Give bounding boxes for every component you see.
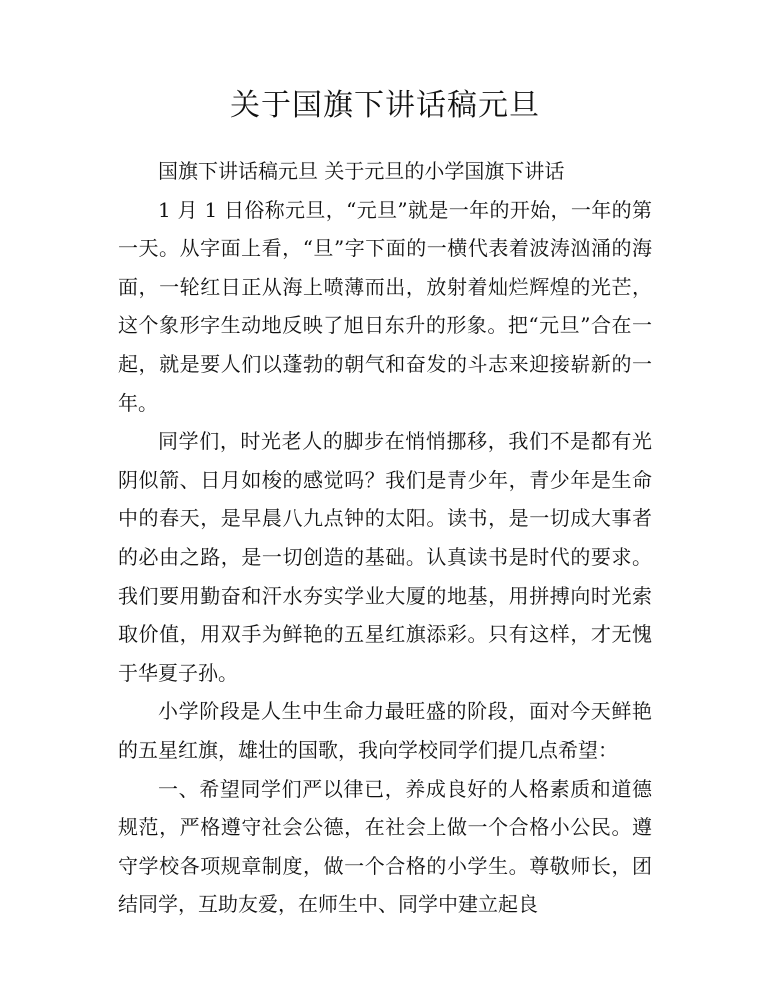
paragraph-hopes-intro: 小学阶段是人生中生命力最旺盛的阶段，面对今天鲜艳的五星红旗，雄壮的国歌，我向学校同学们提几点希望： [118, 699, 652, 762]
paragraph-time-and-study: 同学们，时光老人的脚步在悄悄挪移，我们不是都有光阴似箭、日月如梭的感觉吗？我们是青少年，青少年是生命中的春天，是早晨八九点钟的太阳。读书，是一切成大事者的必由之路，是一切创造的基础。认真读书是时代的要求。我们要用勤奋和汗水夯实学业大厦的地基，用拼搏向时光索取价值，用双手为鲜艳的五星红旗添彩。只有这样，才无愧于华夏子孙。 [118, 429, 652, 685]
document-body [118, 152, 652, 924]
page-title: 关于国旗下讲话稿元旦 [230, 88, 540, 123]
paragraph-subtitle: 国旗下讲话稿元旦 关于元旦的小学国旗下讲话 [158, 159, 565, 183]
paragraph-hope-one: 一、希望同学们严以律已，养成良好的人格素质和道德规范，严格遵守社会公德，在社会上做一个合格小公民。遵守学校各项规章制度，做一个合格的小学生。尊敬师长，团结同学，互助友爱，在师生中、同学中建立起良 [118, 776, 652, 917]
paragraph-new-year-meaning: 1 月 1 日俗称元旦，“元旦”就是一年的开始，一年的第一天。从字面上看，“旦”字下面的一横代表着波涛汹涌的海面，一轮红日正从海上喷薄而出，放射着灿烂辉煌的光芒，这个象形字生动地反映了旭日东升的形象。把“元旦”合在一起，就是要人们以蓬勃的朝气和奋发的斗志来迎接崭新的一年。 [118, 197, 652, 415]
